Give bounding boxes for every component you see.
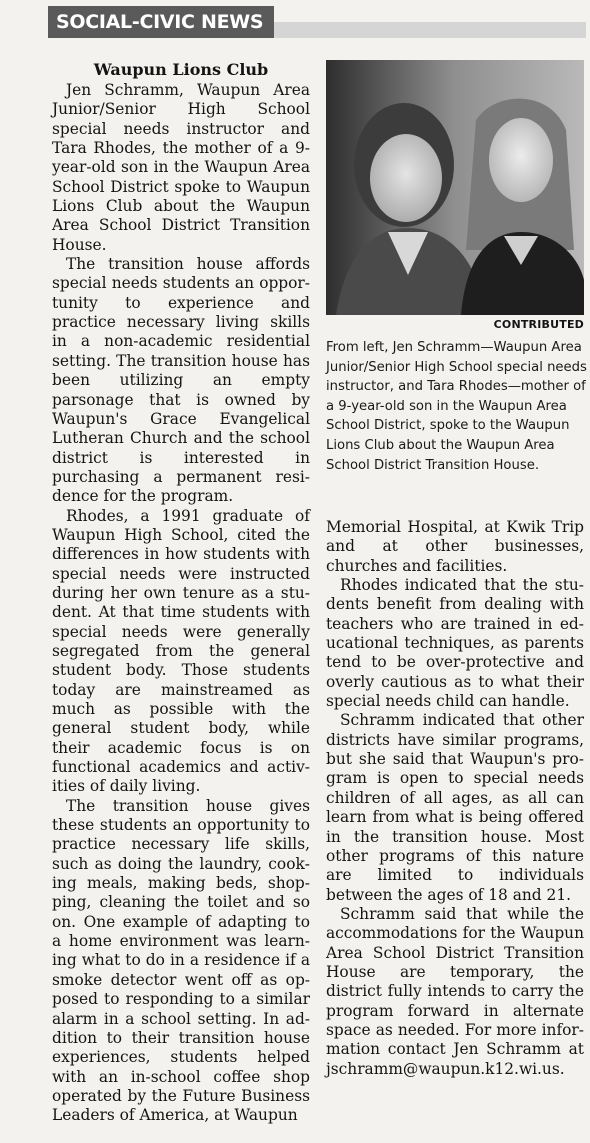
section-banner [48, 6, 274, 38]
section-title: SOCIAL-CIVIC NEWS [56, 11, 264, 33]
article-column-left [52, 60, 310, 1126]
article-paragraph-continued: Memorial Hospital, at Kwik Trip and at other businesses, churches and facilities. [326, 518, 584, 575]
article-paragraph: Schramm said that while the accommodations for the Waupun Area School District Transition House are temporary, the district fully intends to carry the program forward in alternate space as needed. For more information contact Jen Schramm at jschramm@waupun.k12.wi.us. [326, 904, 584, 1078]
article-column-right [326, 518, 584, 1079]
photo-image [326, 60, 584, 315]
photo-credit: CONTRIBUTED [493, 318, 584, 331]
article-paragraph: Schramm indicated that other districts have similar programs, but she said that Waupun's program is open to special needs children of all ages, as all can learn from what is being offered in the transition house. Most other programs of this nature are limited to individuals between the ages of 18 and 21. [326, 711, 584, 904]
article-paragraph: Rhodes indicated that the students benefit from dealing with teachers who are trained in educational techniques, as parents tend to be over-protective and overly cautious as to what their special needs child can handle. [326, 576, 584, 711]
section-rule [274, 22, 586, 38]
photo-caption: From left, Jen Schramm—Waupun Area Junior/Senior High School special needs instructor, and Tara Rhodes—mother of a 9-year-old son in the Waupun Area School District, spoke to the Waupun Lions Club about the Waupun Area School District Transition House. [326, 340, 587, 473]
article-headline: Waupun Lions Club [93, 60, 269, 79]
article-paragraph: Rhodes, a 1991 graduate of Waupun High School, cited the differences in how students with special needs were instructed during her own tenure as a student. At that time students with special needs were generally segregated from the general student body. Those students today are mainstreamed as much as possible with the general student body, while their academic focus is on functional academics and activities of daily living. [52, 506, 310, 796]
article-paragraph: The transition house affords special needs students an opportunity to experience and practice necessary living skills in a non-academic residential setting. The transition house has been utilizing an empty parsonage that is owned by Waupun's Grace Evangelical Lutheran Church and the school district is interested in purchasing a permanent residence for the program. [52, 255, 310, 506]
article-paragraph: Jen Schramm, Waupun Area Junior/Senior High School special needs instructor and Tara Rhodes, the mother of a 9-year-old son in the Waupun Area School District spoke to Waupun Lions Club about the Waupun Area School District Transition House. [52, 81, 310, 254]
article-paragraph: The transition house gives these students an opportunity to practice necessary life skills, such as doing the laundry, cooking meals, making beds, shopping, cleaning the toilet and so on. One example of adapting to a home environment was learning what to do in a residence if a smoke detector went off as opposed to responding to a similar alarm in a school setting. In addition to their transition house experiences, students helped with an in-school coffee shop operated by the Future Business Leaders of America, at Waupun [52, 796, 310, 1125]
article-photo [326, 60, 584, 315]
